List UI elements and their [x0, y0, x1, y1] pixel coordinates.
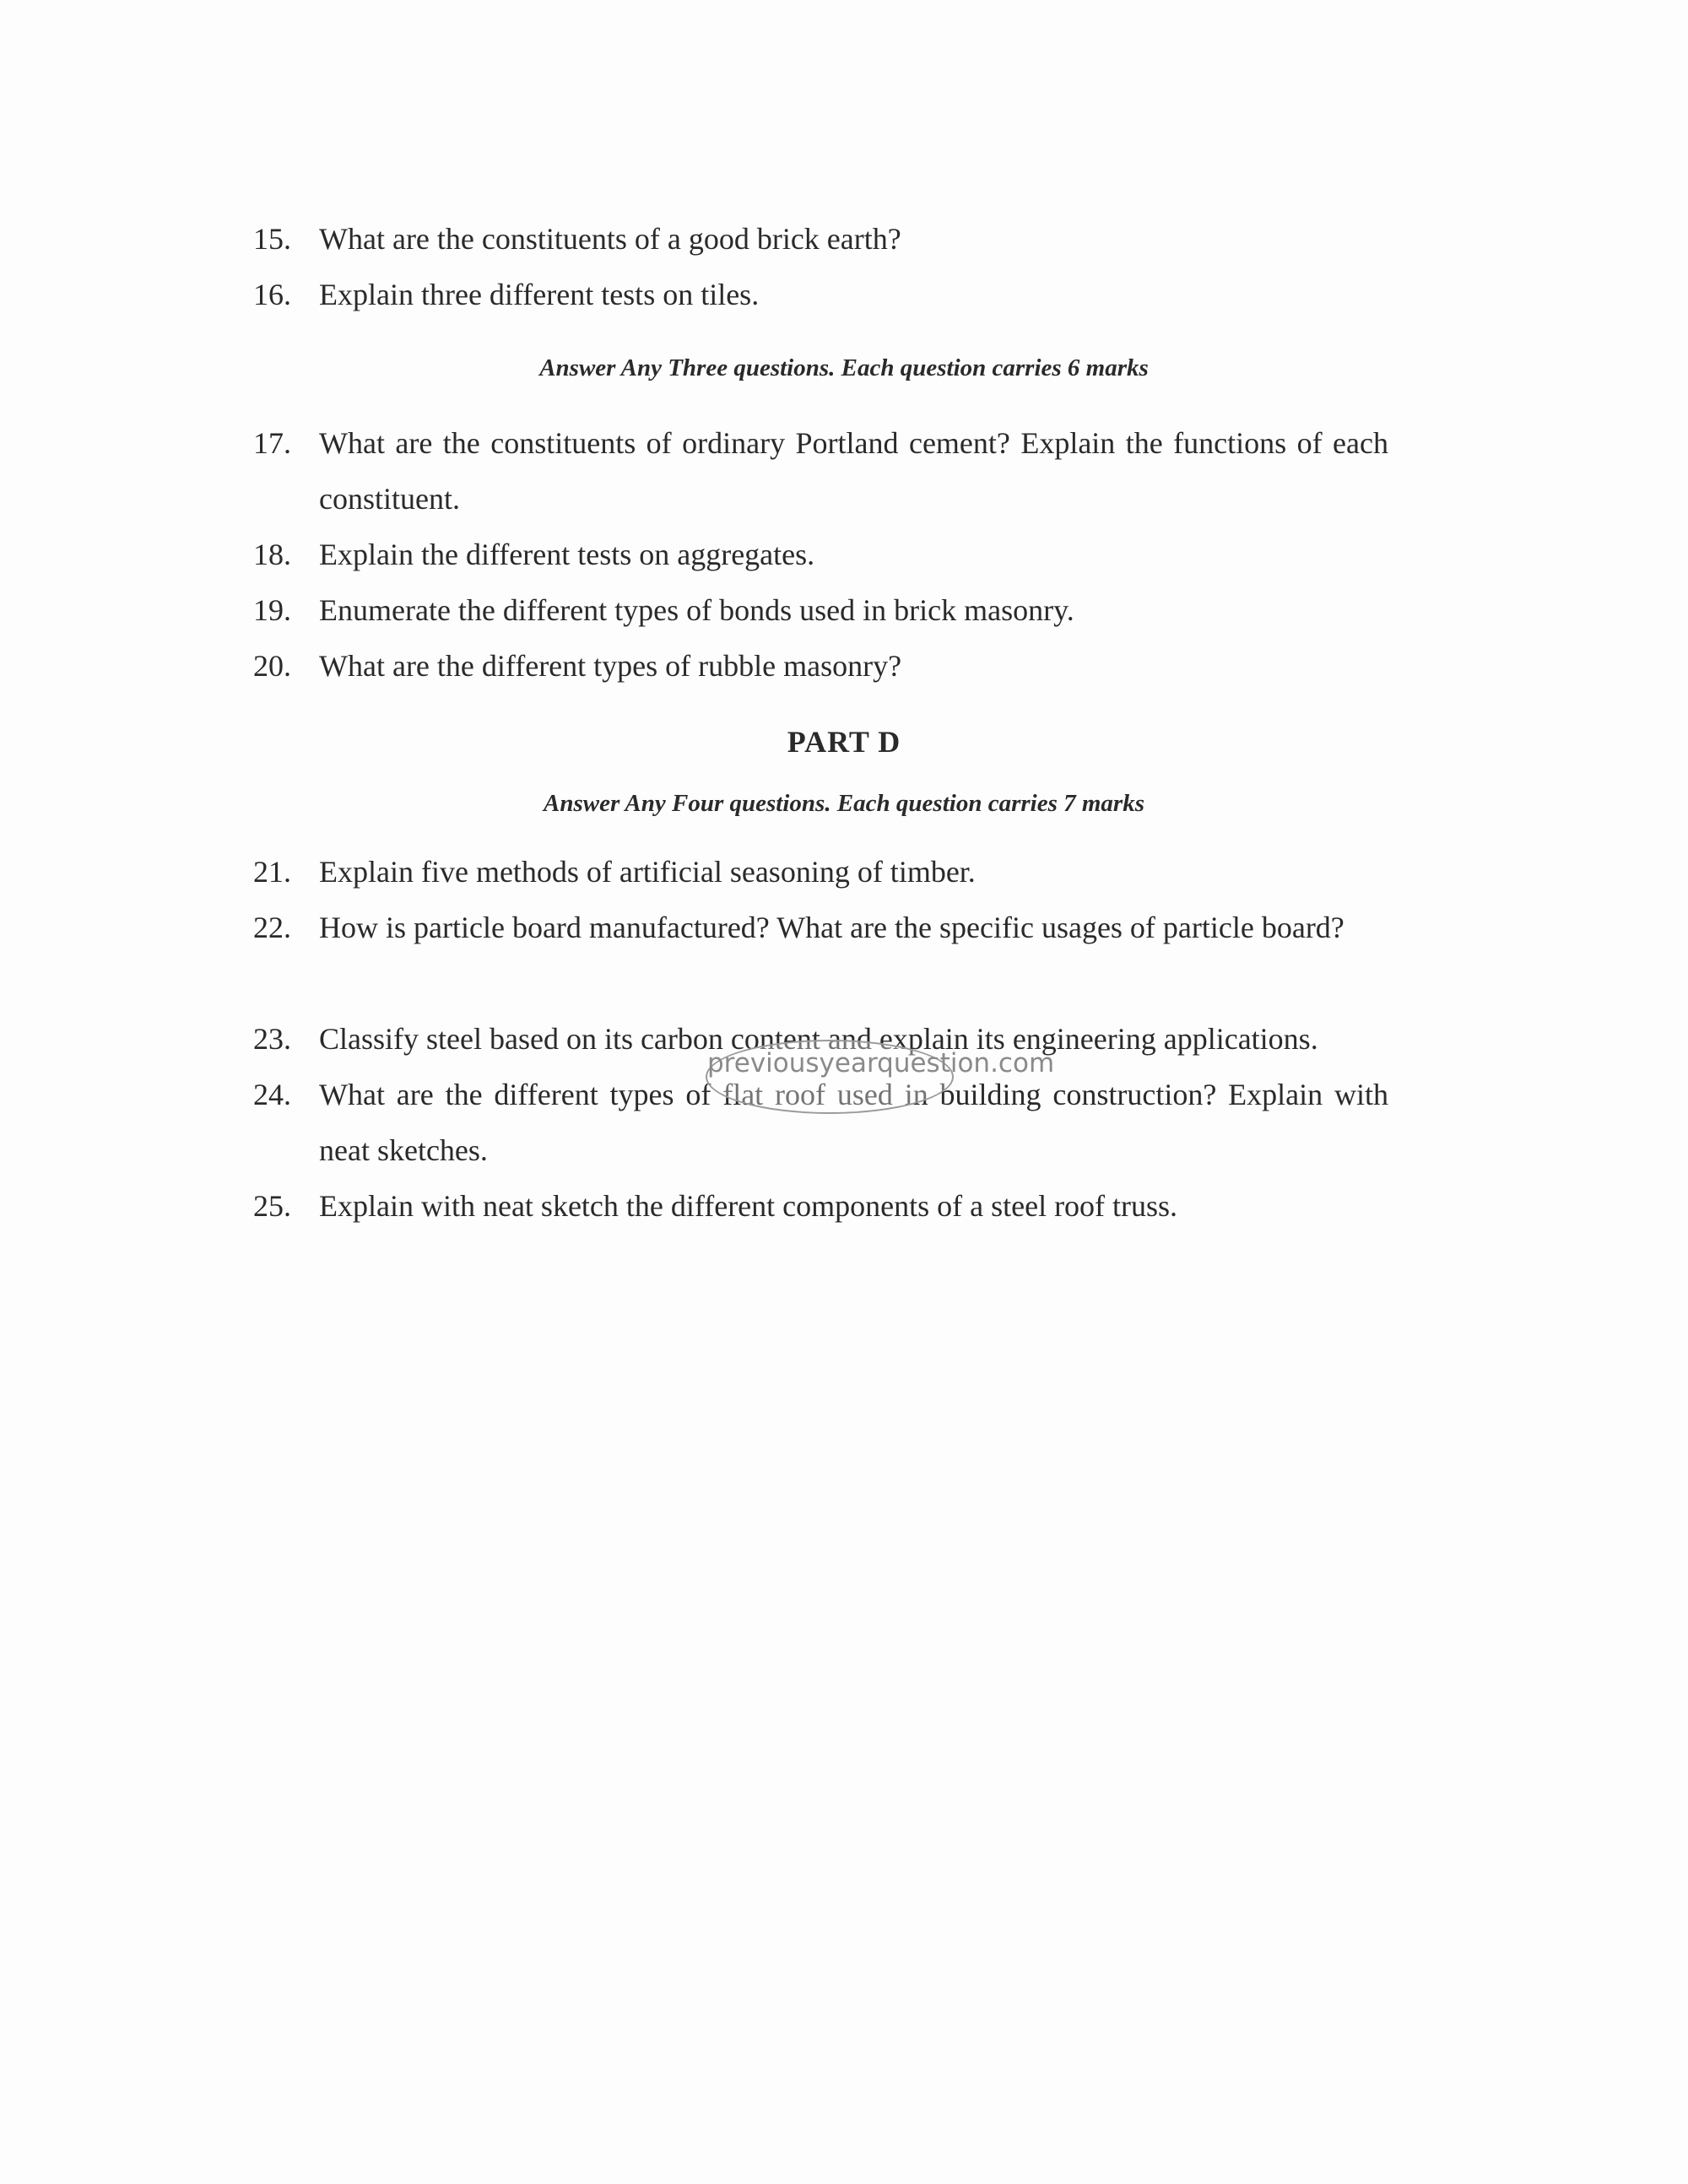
question-item: [253, 844, 1388, 900]
question-item: [253, 267, 1388, 322]
question-text: Explain with neat sketch the different components of a steel roof truss.: [319, 1189, 1178, 1223]
section-instruction: Answer Any Three questions. Each question carries 6 marks: [539, 354, 1149, 381]
question-number: 21.: [253, 855, 291, 889]
question-text: What are the constituents of ordinary Portland cement? Explain the functions of each constituent.: [319, 426, 1388, 516]
question-item: [253, 582, 1388, 638]
watermark-stamp: previousyearquestion.com: [706, 1040, 954, 1114]
question-item: [253, 415, 1388, 527]
question-number: 20.: [253, 649, 291, 683]
question-text: Classify steel based on its carbon content and explain its engineering applications.: [319, 1022, 1318, 1056]
question-item: [253, 638, 1388, 694]
question-number: 19.: [253, 593, 291, 627]
question-text: Explain five methods of artificial seasoning of timber.: [319, 855, 976, 889]
question-text: What are the constituents of a good brick earth?: [319, 222, 901, 256]
question-item: [253, 527, 1388, 582]
question-text: Enumerate the different types of bonds used in brick masonry.: [319, 593, 1074, 627]
question-item: [253, 211, 1388, 267]
question-text: What are the different types of flat roof used in building construction? Explain with neat sketches.: [319, 1078, 1388, 1167]
question-number: 25.: [253, 1189, 291, 1223]
section-instruction: Answer Any Four questions. Each question carries 7 marks: [543, 790, 1144, 817]
question-number: 18.: [253, 538, 291, 571]
question-item: [253, 1178, 1388, 1234]
question-text: What are the different types of rubble masonry?: [319, 649, 902, 683]
question-item: [253, 900, 1388, 955]
question-text: How is particle board manufactured? What are the specific usages of particle board?: [319, 911, 1344, 944]
question-number: 24.: [253, 1078, 291, 1111]
question-number: 16.: [253, 278, 291, 311]
question-text: Explain three different tests on tiles.: [319, 278, 760, 311]
question-number: 23.: [253, 1022, 291, 1056]
question-text: Explain the different tests on aggregates.: [319, 538, 815, 571]
question-number: 22.: [253, 911, 291, 944]
question-number: 17.: [253, 426, 291, 460]
question-number: 15.: [253, 222, 291, 256]
part-title: PART D: [787, 725, 901, 759]
